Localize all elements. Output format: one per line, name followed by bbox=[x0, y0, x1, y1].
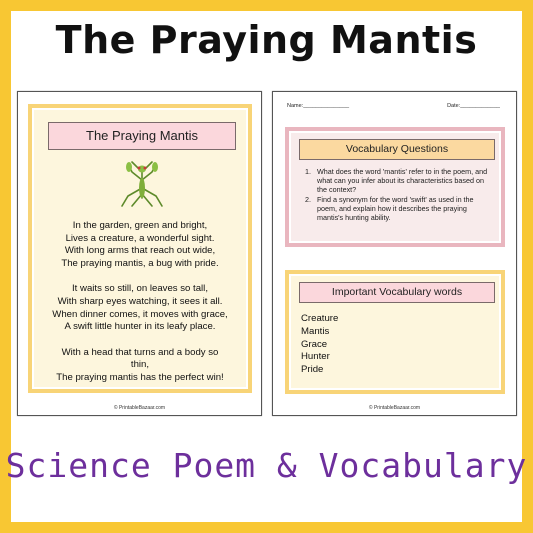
poem-page bbox=[17, 91, 262, 416]
poem-line: A swift little hunter in its leafy place. bbox=[64, 321, 216, 333]
questions-list bbox=[305, 167, 491, 222]
question-item bbox=[305, 195, 491, 223]
subtitle-banner: Science Poem & Vocabulary bbox=[5, 446, 528, 485]
name-date-bar bbox=[287, 103, 502, 109]
poem-line: With sharp eyes watching, it sees it all. bbox=[57, 295, 223, 307]
poem-line: With long arms that reach out wide, bbox=[64, 245, 216, 257]
poem-line: It waits so still, on leaves so tall, bbox=[72, 283, 208, 295]
poem-line: When dinner comes, it moves with grace, bbox=[52, 308, 228, 320]
praying-mantis-icon bbox=[114, 158, 170, 214]
questions-box-inner bbox=[291, 133, 499, 241]
poem-line: thin, bbox=[130, 359, 150, 371]
poem-stanza-2 bbox=[34, 283, 246, 333]
vocab-word: Pride bbox=[301, 364, 324, 376]
date-field-label: Date:_____________ bbox=[447, 103, 500, 109]
vocab-words-box bbox=[285, 270, 505, 394]
poem-title: The Praying Mantis bbox=[48, 122, 236, 150]
question-text: What does the word 'mantis' refer to in the poem, and what can you infer about its characteristics based on the context? bbox=[317, 167, 488, 195]
page-footer-credit: © PrintableBazaar.com bbox=[113, 405, 166, 411]
vocab-word: Hunter bbox=[301, 351, 330, 363]
poem-line: The praying mantis, a bug with pride. bbox=[61, 257, 219, 269]
poem-text bbox=[34, 220, 246, 398]
vocabulary-page bbox=[272, 91, 517, 416]
question-number: 2. bbox=[305, 194, 311, 204]
poem-box bbox=[28, 104, 252, 393]
vocab-words-box-inner bbox=[291, 276, 499, 388]
poem-line: The praying mantis has the perfect win! bbox=[56, 371, 224, 383]
page-footer-credit: © PrintableBazaar.com bbox=[368, 405, 421, 411]
poem-line: With a head that turns and a body so bbox=[61, 346, 219, 358]
poem-line: In the garden, green and bright, bbox=[72, 220, 208, 231]
vocab-word: Mantis bbox=[301, 325, 330, 337]
question-item bbox=[305, 167, 491, 195]
question-number: 1. bbox=[305, 167, 311, 176]
poem-box-inner bbox=[34, 110, 246, 387]
vocab-words-list bbox=[301, 313, 338, 377]
vocab-words-title: Important Vocabulary words bbox=[299, 282, 495, 303]
vocab-word: Creature bbox=[301, 313, 339, 324]
poem-stanza-3 bbox=[34, 347, 246, 385]
vocab-word: Grace bbox=[301, 338, 328, 350]
poem-stanza-1 bbox=[34, 220, 246, 270]
poem-line: Lives a creature, a wonderful sight. bbox=[65, 232, 215, 244]
page-title: The Praying Mantis bbox=[55, 18, 478, 62]
questions-box bbox=[285, 127, 505, 247]
name-field-label: Name:_______________ bbox=[287, 103, 350, 109]
questions-title: Vocabulary Questions bbox=[299, 139, 495, 160]
question-text: Find a synonym for the word 'swift' as used in the poem, and explain how it describes the praying mantis's hunting ability. bbox=[317, 194, 474, 223]
